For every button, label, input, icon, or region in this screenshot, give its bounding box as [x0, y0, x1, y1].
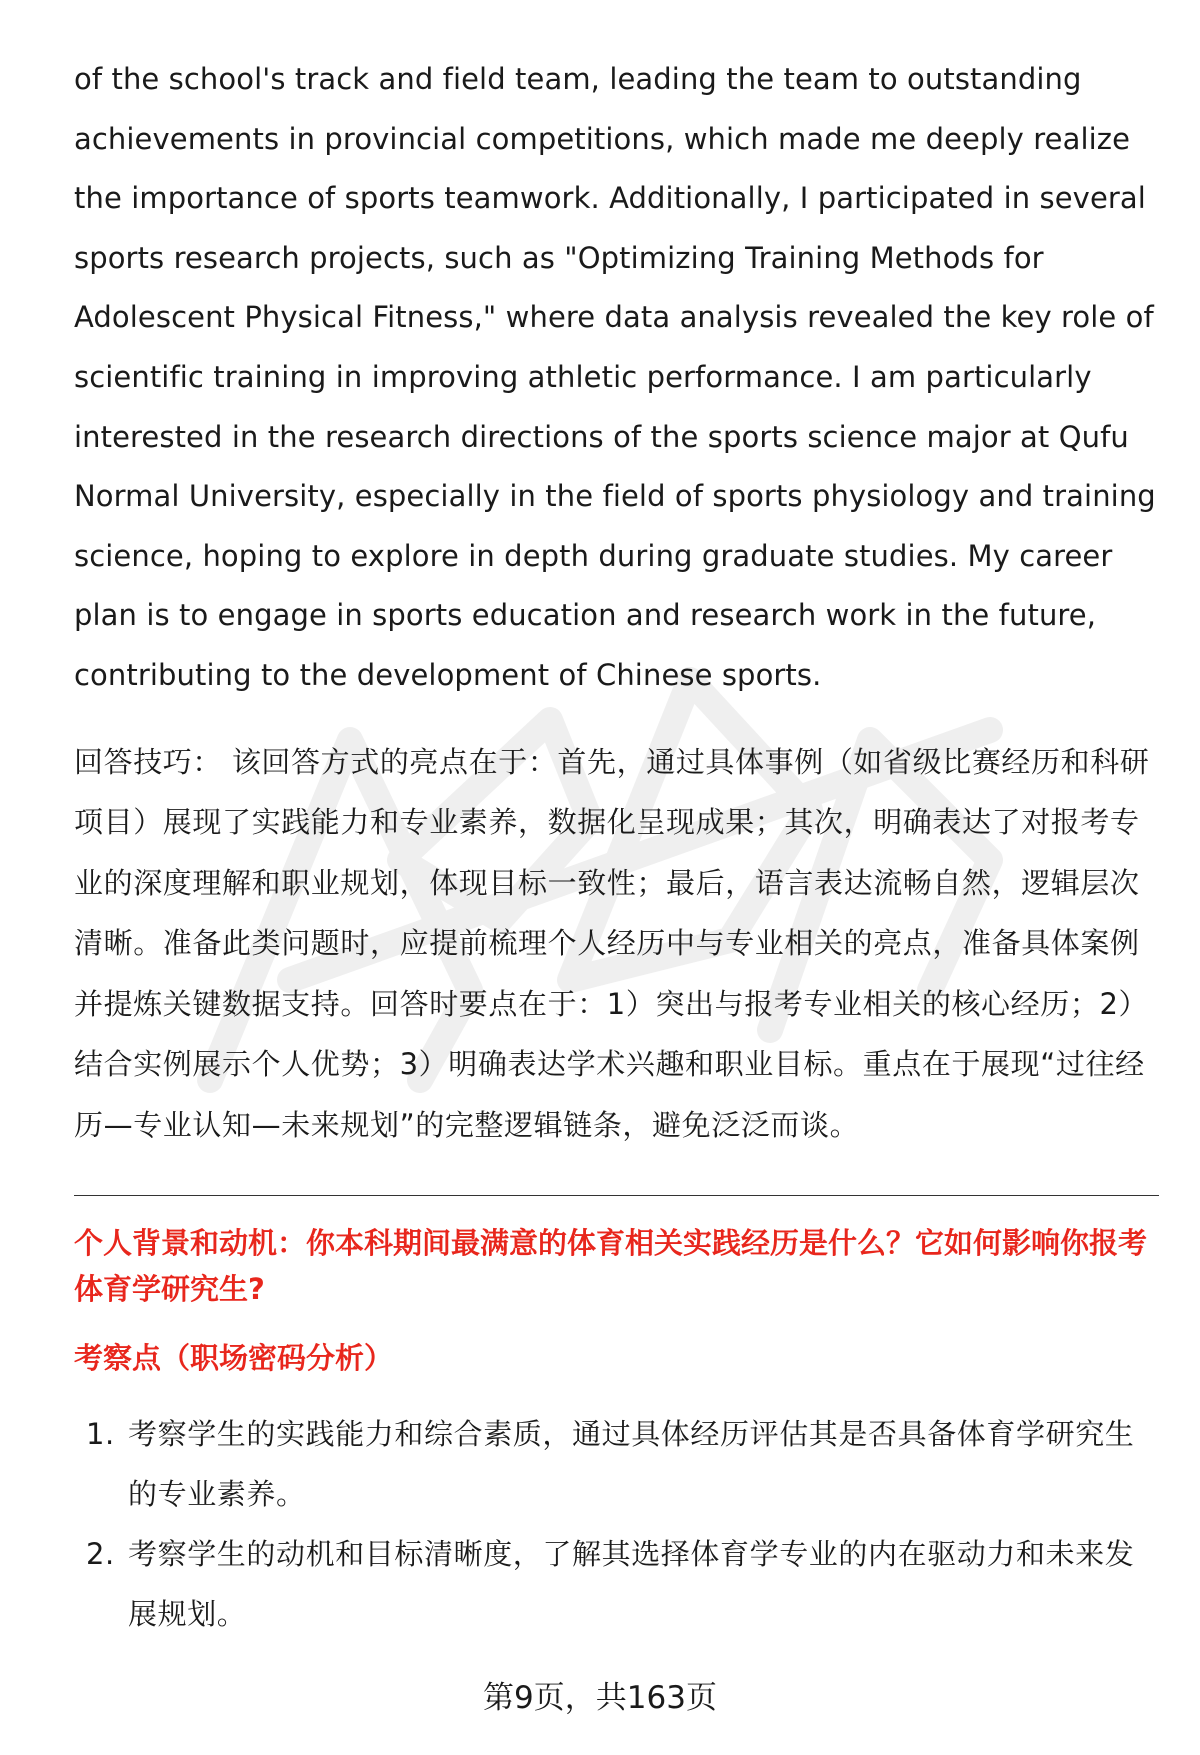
list-item	[74, 1524, 1159, 1644]
page-footer: 第9页，共163页	[483, 1680, 717, 1716]
list-item-text: 考察学生的动机和目标清晰度，了解其选择体育学专业的内在驱动力和未来发展规划。	[128, 1537, 1135, 1632]
list-item	[74, 1404, 1159, 1524]
answer-tips-paragraph: 回答技巧： 该回答方式的亮点在于：首先，通过具体事例（如省级比赛经历和科研项目）展现了实践能力和专业素养，数据化呈现成果；其次，明确表达了对报考专业的深度理解和职业规划，体现目标一致性；最后，语言表达流畅自然，逻辑层次清晰。准备此类问题时，应提前梳理个人经历中与专业相关的亮点，准备具体案例并提炼关键数据支持。回答时要点在于：1）突出与报考专业相关的核心经历；2）结合实例展示个人优势；3）明确表达学术兴趣和职业目标。重点在于展现“过往经历—专业认知—未来规划”的完整逻辑链条，避免泛泛而谈。	[74, 744, 1150, 1142]
answer-paragraph-english: of the school's track and field team, leading the team to outstanding achievements in provincial competitions, which made me deeply realize the importance of sports teamwork. Additionally, I participated in several sports research projects, such as "Optimizing Training Methods for Adolescent Physical Fitness," where data analysis revealed the key role of scientific training in improving athletic performance. I am particularly interested in the research directions of the sports science major at Qufu Normal University, especially in the field of sports physiology and training science, hoping to explore in depth during graduate studies. My career plan is to engage in sports education and research work in the future, contributing to the development of Chinese sports.	[74, 62, 1156, 692]
assessment-points-list	[74, 1404, 1159, 1644]
list-item-text: 考察学生的实践能力和综合素质，通过具体经历评估其是否具备体育学研究生的专业素养。	[128, 1417, 1135, 1512]
section-divider	[74, 1195, 1159, 1196]
list-item-number: 2.	[86, 1537, 115, 1572]
document-page	[74, 50, 1159, 1644]
assessment-points-heading: 考察点（职场密码分析）	[74, 1341, 394, 1376]
question-heading: 个人背景和动机：你本科期间最满意的体育相关实践经历是什么？它如何影响你报考体育学研究生?	[74, 1226, 1148, 1307]
list-item-number: 1.	[86, 1417, 115, 1452]
